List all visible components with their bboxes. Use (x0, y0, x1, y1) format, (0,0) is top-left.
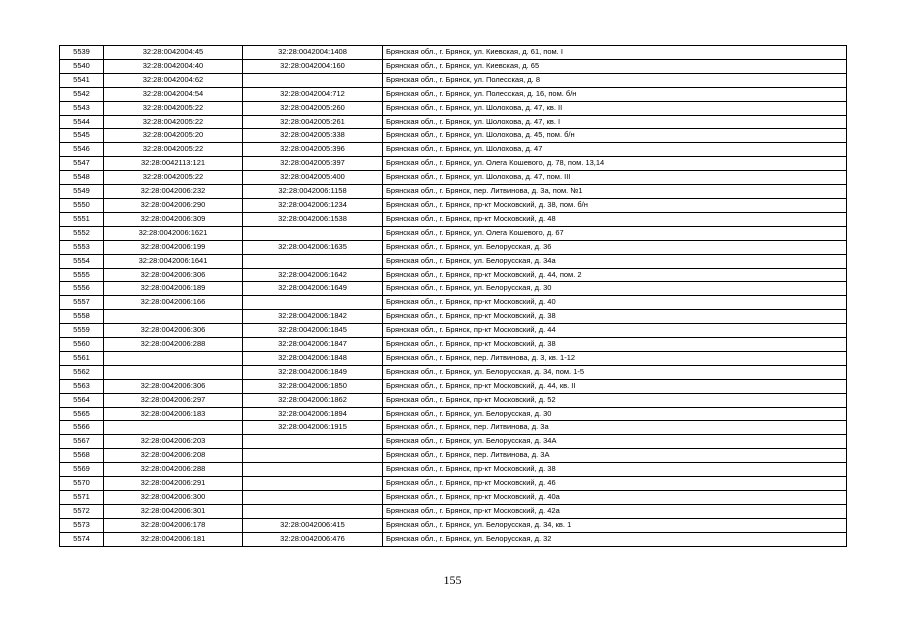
table-row (60, 296, 847, 310)
object-number-cell (243, 477, 383, 491)
table-row (60, 477, 847, 491)
address-cell: Брянская обл., г. Брянск, пр-кт Московский, д. 38 (383, 310, 847, 324)
cadastral-number-cell: 32:28:0042006:1621 (104, 226, 243, 240)
table-row (60, 198, 847, 212)
address-cell: Брянская обл., г. Брянск, ул. Полесская, д. 8 (383, 73, 847, 87)
table-row (60, 115, 847, 129)
object-number-cell (243, 435, 383, 449)
row-number-cell: 5559 (60, 324, 104, 338)
object-number-cell (243, 504, 383, 518)
cadastral-number-cell: 32:28:0042005:22 (104, 143, 243, 157)
row-number-cell: 5539 (60, 46, 104, 60)
address-cell: Брянская обл., г. Брянск, ул. Олега Кошевого, д. 67 (383, 226, 847, 240)
address-cell: Брянская обл., г. Брянск, ул. Белорусская, д. 34а (383, 254, 847, 268)
object-number-cell: 32:28:0042006:1635 (243, 240, 383, 254)
cadastral-number-cell (104, 310, 243, 324)
row-number-cell: 5547 (60, 157, 104, 171)
object-number-cell: 32:28:0042006:1894 (243, 407, 383, 421)
page-number: 155 (443, 573, 462, 587)
cadastral-number-cell: 32:28:0042006:181 (104, 532, 243, 546)
cadastral-number-cell: 32:28:0042006:297 (104, 393, 243, 407)
cadastral-number-cell: 32:28:0042006:203 (104, 435, 243, 449)
cadastral-number-cell: 32:28:0042004:45 (104, 46, 243, 60)
table-row (60, 338, 847, 352)
row-number-cell: 5571 (60, 491, 104, 505)
cadastral-number-cell: 32:28:0042113:121 (104, 157, 243, 171)
table-row (60, 463, 847, 477)
object-number-cell: 32:28:0042006:476 (243, 532, 383, 546)
row-number-cell: 5543 (60, 101, 104, 115)
table-row (60, 101, 847, 115)
address-cell: Брянская обл., г. Брянск, пер. Литвинова, д. 3А (383, 449, 847, 463)
object-number-cell: 32:28:0042006:1649 (243, 282, 383, 296)
table-row (60, 226, 847, 240)
cadastral-number-cell: 32:28:0042006:166 (104, 296, 243, 310)
row-number-cell: 5573 (60, 518, 104, 532)
address-cell: Брянская обл., г. Брянск, пр-кт Московский, д. 40 (383, 296, 847, 310)
address-cell: Брянская обл., г. Брянск, ул. Шолохова, д. 45, пом. б/н (383, 129, 847, 143)
row-number-cell: 5560 (60, 338, 104, 352)
table-row (60, 421, 847, 435)
cadastral-number-cell: 32:28:0042006:290 (104, 198, 243, 212)
cadastral-number-cell: 32:28:0042006:1641 (104, 254, 243, 268)
row-number-cell: 5572 (60, 504, 104, 518)
table-row (60, 365, 847, 379)
address-cell: Брянская обл., г. Брянск, пр-кт Московский, д. 42а (383, 504, 847, 518)
object-number-cell: 32:28:0042006:1842 (243, 310, 383, 324)
table-row (60, 518, 847, 532)
row-number-cell: 5545 (60, 129, 104, 143)
row-number-cell: 5558 (60, 310, 104, 324)
object-number-cell: 32:28:0042004:1408 (243, 46, 383, 60)
object-number-cell: 32:28:0042006:1862 (243, 393, 383, 407)
address-cell: Брянская обл., г. Брянск, пр-кт Московский, д. 44, кв. II (383, 379, 847, 393)
registry-table (59, 45, 847, 547)
table-row (60, 143, 847, 157)
cadastral-number-cell: 32:28:0042004:54 (104, 87, 243, 101)
cadastral-number-cell: 32:28:0042005:22 (104, 171, 243, 185)
object-number-cell: 32:28:0042005:397 (243, 157, 383, 171)
object-number-cell: 32:28:0042005:400 (243, 171, 383, 185)
object-number-cell: 32:28:0042006:1234 (243, 198, 383, 212)
row-number-cell: 5562 (60, 365, 104, 379)
cadastral-number-cell: 32:28:0042006:288 (104, 338, 243, 352)
cadastral-number-cell (104, 351, 243, 365)
object-number-cell: 32:28:0042006:1847 (243, 338, 383, 352)
object-number-cell: 32:28:0042006:1915 (243, 421, 383, 435)
address-cell: Брянская обл., г. Брянск, пр-кт Московский, д. 44, пом. 2 (383, 268, 847, 282)
row-number-cell: 5544 (60, 115, 104, 129)
table-row (60, 393, 847, 407)
object-number-cell: 32:28:0042005:338 (243, 129, 383, 143)
object-number-cell: 32:28:0042005:396 (243, 143, 383, 157)
row-number-cell: 5551 (60, 212, 104, 226)
address-cell: Брянская обл., г. Брянск, ул. Белорусская, д. 34А (383, 435, 847, 449)
table-row (60, 59, 847, 73)
row-number-cell: 5564 (60, 393, 104, 407)
object-number-cell: 32:28:0042004:712 (243, 87, 383, 101)
row-number-cell: 5556 (60, 282, 104, 296)
object-number-cell: 32:28:0042005:261 (243, 115, 383, 129)
row-number-cell: 5552 (60, 226, 104, 240)
row-number-cell: 5554 (60, 254, 104, 268)
address-cell: Брянская обл., г. Брянск, ул. Полесская, д. 16, пом. б/н (383, 87, 847, 101)
row-number-cell: 5541 (60, 73, 104, 87)
address-cell: Брянская обл., г. Брянск, пр-кт Московский, д. 38, пом. б/н (383, 198, 847, 212)
table-row (60, 491, 847, 505)
address-cell: Брянская обл., г. Брянск, ул. Белорусская, д. 32 (383, 532, 847, 546)
row-number-cell: 5542 (60, 87, 104, 101)
cadastral-number-cell: 32:28:0042006:178 (104, 518, 243, 532)
row-number-cell: 5553 (60, 240, 104, 254)
table-row (60, 240, 847, 254)
table-row (60, 504, 847, 518)
cadastral-number-cell (104, 365, 243, 379)
table-row (60, 157, 847, 171)
cadastral-number-cell: 32:28:0042006:208 (104, 449, 243, 463)
cadastral-number-cell: 32:28:0042004:62 (104, 73, 243, 87)
row-number-cell: 5548 (60, 171, 104, 185)
row-number-cell: 5561 (60, 351, 104, 365)
address-cell: Брянская обл., г. Брянск, пер. Литвинова, д. 3а, пом. №1 (383, 185, 847, 199)
table-row (60, 129, 847, 143)
table-row (60, 268, 847, 282)
object-number-cell (243, 449, 383, 463)
object-number-cell: 32:28:0042006:1850 (243, 379, 383, 393)
table-row (60, 212, 847, 226)
table-row (60, 449, 847, 463)
object-number-cell (243, 254, 383, 268)
table-row (60, 73, 847, 87)
table-row (60, 379, 847, 393)
address-cell: Брянская обл., г. Брянск, ул. Шолохова, д. 47, кв. I (383, 115, 847, 129)
address-cell: Брянская обл., г. Брянск, пр-кт Московский, д. 40а (383, 491, 847, 505)
address-cell: Брянская обл., г. Брянск, пр-кт Московский, д. 48 (383, 212, 847, 226)
address-cell: Брянская обл., г. Брянск, ул. Олега Кошевого, д. 78, пом. 13,14 (383, 157, 847, 171)
address-cell: Брянская обл., г. Брянск, пер. Литвинова, д. 3а (383, 421, 847, 435)
address-cell: Брянская обл., г. Брянск, ул. Белорусская, д. 30 (383, 282, 847, 296)
cadastral-number-cell: 32:28:0042006:183 (104, 407, 243, 421)
object-number-cell: 32:28:0042004:160 (243, 59, 383, 73)
table-row (60, 254, 847, 268)
object-number-cell: 32:28:0042006:1538 (243, 212, 383, 226)
cadastral-number-cell: 32:28:0042005:22 (104, 101, 243, 115)
cadastral-number-cell: 32:28:0042006:301 (104, 504, 243, 518)
table-row (60, 282, 847, 296)
registry-table-body (60, 46, 847, 547)
cadastral-number-cell: 32:28:0042006:309 (104, 212, 243, 226)
table-row (60, 171, 847, 185)
object-number-cell (243, 73, 383, 87)
row-number-cell: 5546 (60, 143, 104, 157)
object-number-cell: 32:28:0042006:1845 (243, 324, 383, 338)
row-number-cell: 5569 (60, 463, 104, 477)
row-number-cell: 5555 (60, 268, 104, 282)
row-number-cell: 5549 (60, 185, 104, 199)
table-row (60, 407, 847, 421)
row-number-cell: 5557 (60, 296, 104, 310)
address-cell: Брянская обл., г. Брянск, ул. Белорусская, д. 34, кв. 1 (383, 518, 847, 532)
row-number-cell: 5568 (60, 449, 104, 463)
table-row (60, 87, 847, 101)
address-cell: Брянская обл., г. Брянск, пр-кт Московский, д. 52 (383, 393, 847, 407)
cadastral-number-cell: 32:28:0042004:40 (104, 59, 243, 73)
object-number-cell: 32:28:0042006:1642 (243, 268, 383, 282)
object-number-cell: 32:28:0042006:1158 (243, 185, 383, 199)
address-cell: Брянская обл., г. Брянск, пр-кт Московский, д. 44 (383, 324, 847, 338)
cadastral-number-cell: 32:28:0042006:232 (104, 185, 243, 199)
address-cell: Брянская обл., г. Брянск, пр-кт Московский, д. 38 (383, 338, 847, 352)
row-number-cell: 5565 (60, 407, 104, 421)
row-number-cell: 5550 (60, 198, 104, 212)
table-row (60, 351, 847, 365)
address-cell: Брянская обл., г. Брянск, ул. Шолохова, д. 47, пом. III (383, 171, 847, 185)
cadastral-number-cell: 32:28:0042006:288 (104, 463, 243, 477)
row-number-cell: 5567 (60, 435, 104, 449)
address-cell: Брянская обл., г. Брянск, ул. Киевская, д. 65 (383, 59, 847, 73)
address-cell: Брянская обл., г. Брянск, пр-кт Московский, д. 38 (383, 463, 847, 477)
address-cell: Брянская обл., г. Брянск, пер. Литвинова, д. 3, кв. 1-12 (383, 351, 847, 365)
table-row (60, 185, 847, 199)
table-row (60, 532, 847, 546)
address-cell: Брянская обл., г. Брянск, ул. Шолохова, д. 47, кв. II (383, 101, 847, 115)
address-cell: Брянская обл., г. Брянск, ул. Белорусская, д. 34, пом. 1-5 (383, 365, 847, 379)
address-cell: Брянская обл., г. Брянск, ул. Киевская, д. 61, пом. I (383, 46, 847, 60)
cadastral-number-cell: 32:28:0042005:20 (104, 129, 243, 143)
cadastral-number-cell: 32:28:0042006:291 (104, 477, 243, 491)
object-number-cell: 32:28:0042006:1848 (243, 351, 383, 365)
address-cell: Брянская обл., г. Брянск, ул. Белорусская, д. 30 (383, 407, 847, 421)
address-cell: Брянская обл., г. Брянск, пр-кт Московский, д. 46 (383, 477, 847, 491)
row-number-cell: 5563 (60, 379, 104, 393)
row-number-cell: 5540 (60, 59, 104, 73)
cadastral-number-cell: 32:28:0042006:300 (104, 491, 243, 505)
table-row (60, 46, 847, 60)
cadastral-number-cell: 32:28:0042006:306 (104, 379, 243, 393)
row-number-cell: 5574 (60, 532, 104, 546)
object-number-cell: 32:28:0042005:260 (243, 101, 383, 115)
object-number-cell (243, 296, 383, 310)
cadastral-number-cell: 32:28:0042006:199 (104, 240, 243, 254)
cadastral-number-cell (104, 421, 243, 435)
cadastral-number-cell: 32:28:0042005:22 (104, 115, 243, 129)
cadastral-number-cell: 32:28:0042006:189 (104, 282, 243, 296)
table-row (60, 310, 847, 324)
object-number-cell (243, 491, 383, 505)
address-cell: Брянская обл., г. Брянск, ул. Белорусская, д. 36 (383, 240, 847, 254)
object-number-cell (243, 463, 383, 477)
row-number-cell: 5566 (60, 421, 104, 435)
object-number-cell: 32:28:0042006:1849 (243, 365, 383, 379)
cadastral-number-cell: 32:28:0042006:306 (104, 324, 243, 338)
table-row (60, 435, 847, 449)
address-cell: Брянская обл., г. Брянск, ул. Шолохова, д. 47 (383, 143, 847, 157)
table-row (60, 324, 847, 338)
object-number-cell: 32:28:0042006:415 (243, 518, 383, 532)
cadastral-number-cell: 32:28:0042006:306 (104, 268, 243, 282)
row-number-cell: 5570 (60, 477, 104, 491)
object-number-cell (243, 226, 383, 240)
